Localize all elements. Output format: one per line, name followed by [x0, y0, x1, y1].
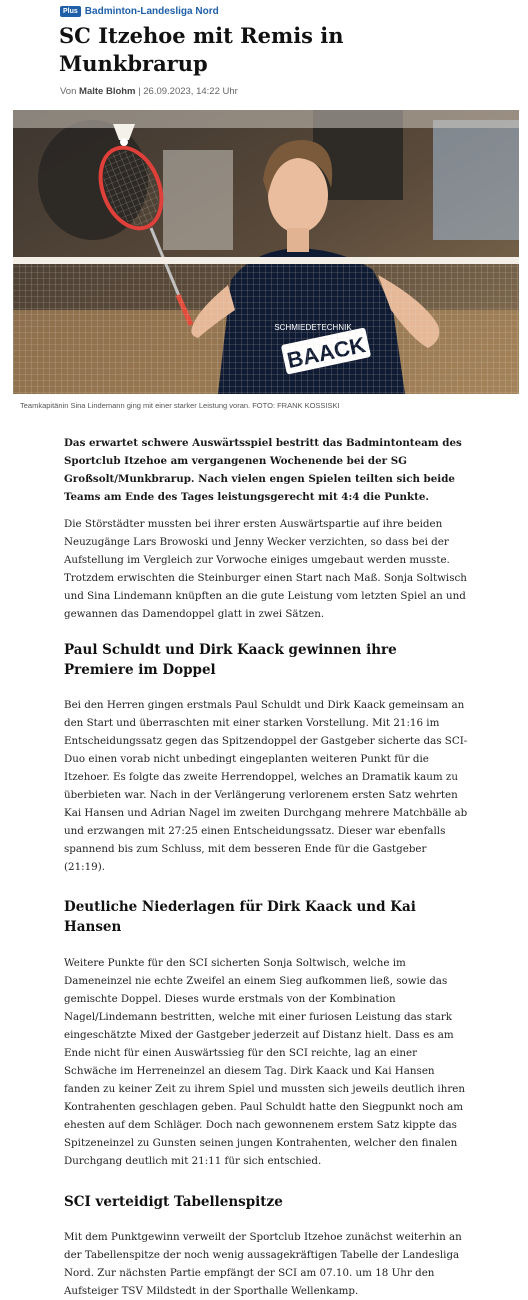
article-paragraph: Bei den Herren gingen erstmals Paul Schuldt und Dirk Kaack gemeinsam an den Start und überraschten mit einer starken Vorstellung. Mit 21:16 im Entscheidungssatz gegen das Spitzendoppel der Gastgeber sicherte das SCI-Duo einen vorab nicht unbedingt eingeplanten weiteren Punkt für die Itzehoer. Es folgte das zweite Herrendoppel, welches an Dramatik kaum zu überbieten war. Nach in der Verlängerung verlorenem ersten Satz wehrten Kai Hansen und Adrian Nagel im zweiten Durchgang mehrere Matchbälle ab und erzwangen mit 27:25 einen Entscheidungssatz. Dieser war ebenfalls spannend bis zum Schluss, mit dem besseren Ende für die Gastgeber (21:19).: [64, 699, 468, 873]
article-headline: SC Itzehoe mit Remis in Munkbrarup: [59, 23, 344, 76]
hero-photo-illustration: [13, 110, 519, 394]
hero-image[interactable]: [13, 110, 519, 394]
section-heading: SCI verteidigt Tabellenspitze: [64, 1194, 283, 1210]
byline-prefix: Von: [60, 86, 77, 97]
plus-badge: Plus: [60, 6, 81, 17]
image-caption: Teamkapitänin Sina Lindemann ging mit einer starker Leistung voran. FOTO: FRANK KOSSISKI: [20, 401, 340, 410]
section-heading: Deutliche Niederlagen für Dirk Kaack und Kai Hansen: [64, 899, 416, 935]
section-heading: Paul Schuldt und Dirk Kaack gewinnen ihre Premiere im Doppel: [64, 642, 397, 678]
article-body: [64, 434, 468, 1300]
article-lead: Das erwartet schwere Auswärtsspiel bestritt das Badmintonteam des Sportclub Itzehoe am vergangenen Wochenende bei der SG Großsolt/Munkbrarup. Nach vielen engen Spielen teilten sich beide Teams am Ende des Tages leistungsgerecht mit 4:4 die Punkte.: [64, 437, 462, 503]
article-paragraph: Weitere Punkte für den SCI sicherten Sonja Soltwisch, welche im Dameneinzel nie echte Zweifel an einem Sieg aufkommen ließ, sowie das gemischte Doppel. Dieses wurde erstmals von der Kombination Nagel/Lindemann bestritten, welche mit einer furiosen Leistung das stark eingeschätzte Mixed der Gastgeber jederzeit auf Distanz hielt. Dass es am Ende nicht für einen Auswärtssieg für den SCI reichte, lag an einer Schwäche im Herreneinzel an diesem Tag. Dirk Kaack und Kai Hansen fanden zu keiner Zeit zu ihrem Spiel und mussten sich jeweils deutlich ihren Kontrahenten geschlagen geben. Paul Schuldt hatte den Siegpunkt noch am ehesten auf dem Schläger. Doch nach gewonnenem erstem Satz kippte das Spitzeneinzel zu Gunsten seinen jungen Kontrahenten, welcher den finalen Durchgang deutlich mit 21:11 für sich entschied.: [64, 957, 466, 1167]
kicker-label[interactable]: Badminton-Landesliga Nord: [84, 5, 219, 17]
byline-date: 26.09.2023, 14:22 Uhr: [143, 86, 238, 97]
article-paragraph: Die Störstädter mussten bei ihrer ersten Auswärtspartie auf ihre beiden Neuzugänge Lars Browoski und Jenny Wecker verzichten, so dass bei der Aufstellung im Vergleich zur Vorwoche einiges umgebaut werden musste. Trotzdem erwischten die Steinburger einen Start nach Maß. Sonja Soltwisch und Sina Lindemann knüpften an die gute Leistung vom letzten Spiel an und gewannen das Damendoppel glatt in zwei Sätzen.: [64, 518, 467, 620]
article-kicker[interactable]: [60, 4, 219, 18]
byline: [60, 86, 238, 97]
article-paragraph: Mit dem Punktgewinn verweilt der Sportclub Itzehoe zunächst weiterhin an der Tabellenspitze der noch wenig aussagekräftigen Tabelle der Landesliga Nord. Zur nächsten Partie empfängt der SCI am 07.10. um 18 Uhr den Aufsteiger TSV Mildstedt in der Sporthalle Wellenkamp.: [64, 1231, 462, 1297]
byline-author[interactable]: Malte Blohm: [79, 86, 136, 97]
byline-separator: |: [138, 86, 144, 97]
